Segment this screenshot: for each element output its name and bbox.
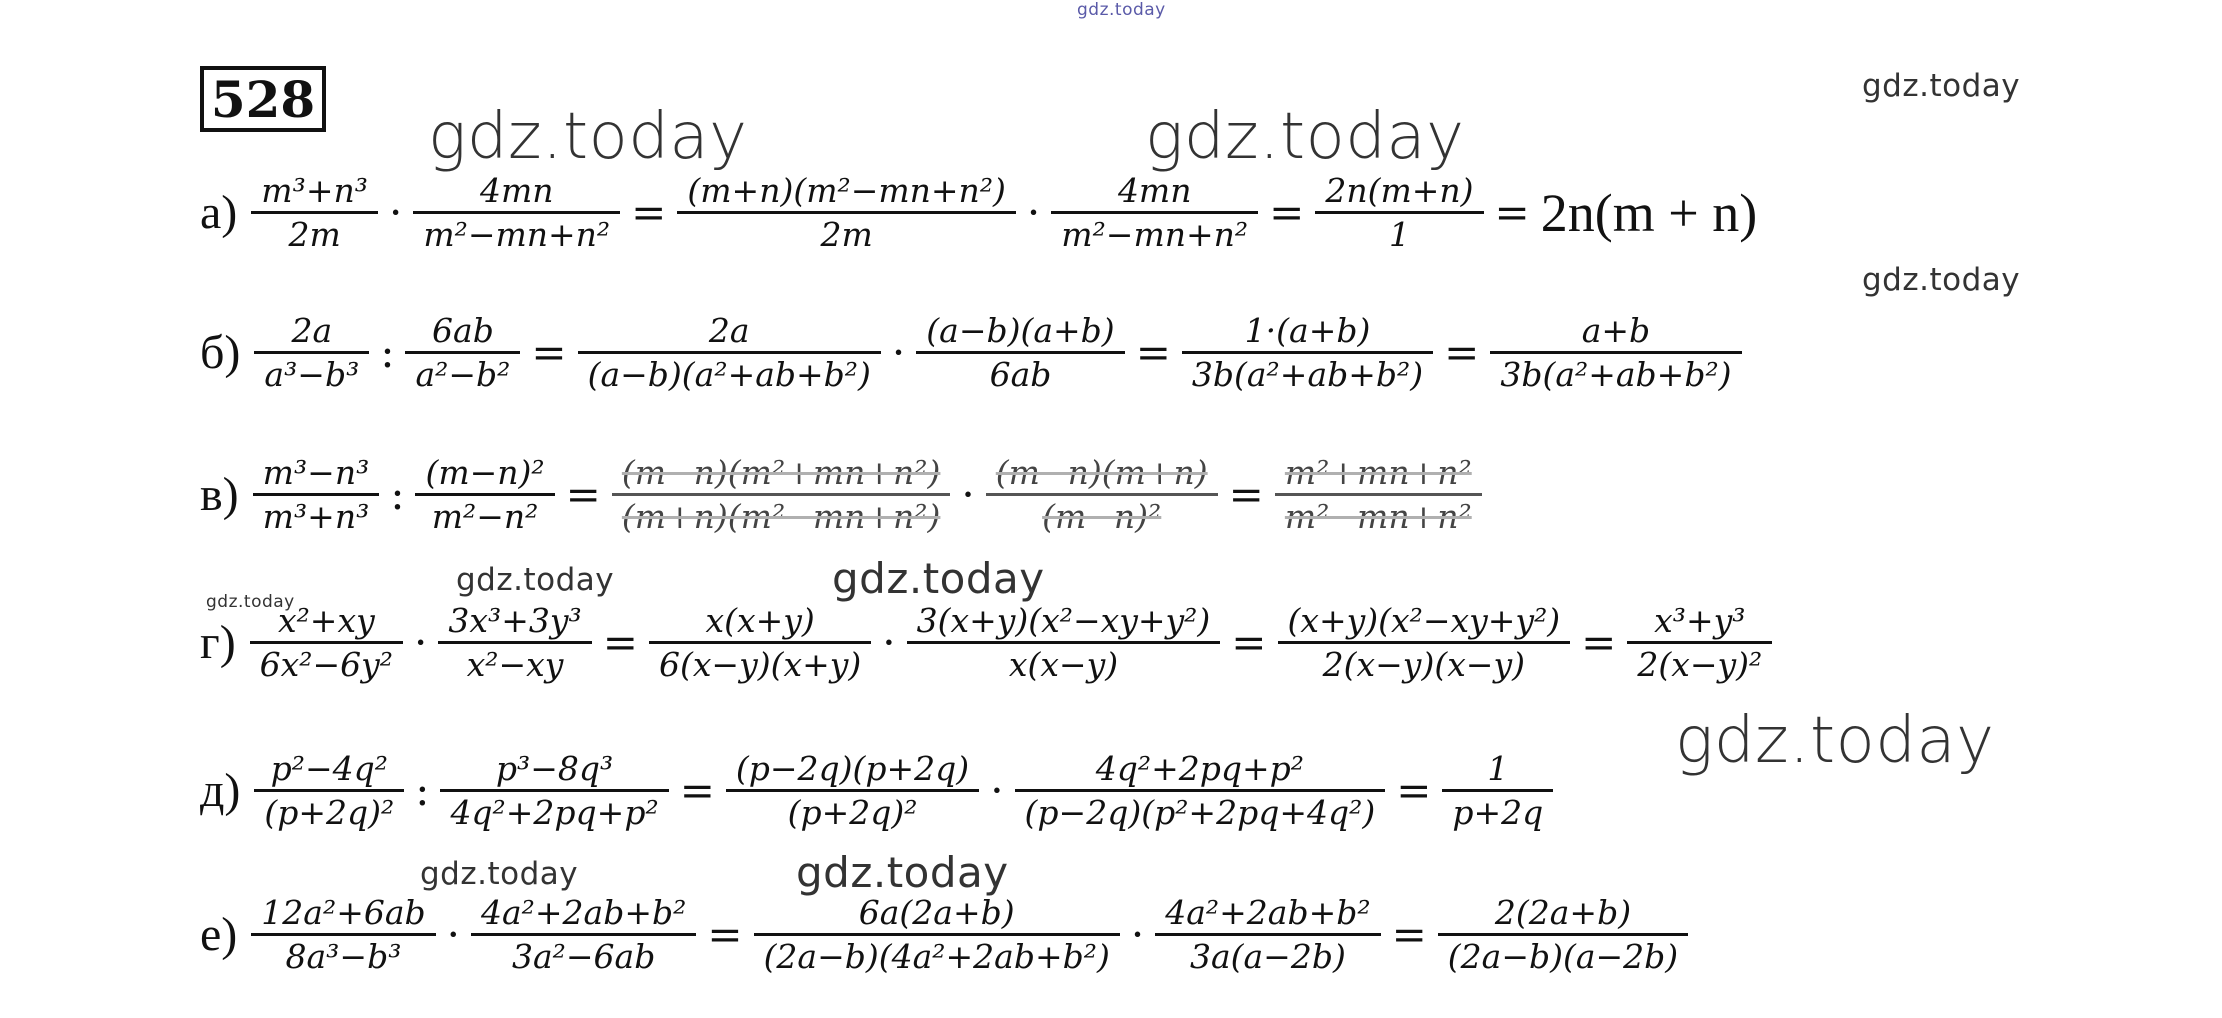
fraction — [578, 310, 881, 396]
operator: = — [707, 910, 743, 960]
numerator: 2n(m+n) — [1325, 171, 1474, 210]
numerator: m²+mn+n² — [1284, 453, 1472, 492]
denominator: (a−b)(a²+ab+b²) — [587, 355, 871, 395]
operator: : — [415, 766, 430, 816]
operator: = — [1231, 618, 1267, 668]
denominator: 2(x−y)² — [1637, 645, 1763, 685]
row-a — [200, 170, 1757, 256]
operator: = — [1391, 910, 1427, 960]
numerator: 6ab — [432, 311, 494, 350]
numerator: (m−n)² — [425, 453, 545, 492]
row-label: а) — [200, 186, 238, 240]
fraction — [1182, 310, 1433, 396]
operator: · — [388, 188, 403, 238]
denominator: m²−mn+n² — [1061, 215, 1249, 255]
operator: = — [1494, 188, 1530, 238]
fraction — [1015, 748, 1386, 834]
denominator: (p+2q)² — [264, 793, 395, 833]
fraction — [405, 310, 520, 396]
denominator: 8a³−b³ — [285, 937, 402, 977]
watermark-a-center: gdz.today — [1145, 100, 1465, 174]
operator: : — [380, 328, 395, 378]
denominator: (p−2q)(p²+2pq+4q²) — [1024, 793, 1376, 833]
fraction — [1155, 892, 1380, 978]
denominator: a²−b² — [415, 355, 511, 395]
numerator: (m−n)(m²+mn+n²) — [621, 453, 941, 492]
fraction — [471, 892, 696, 978]
numerator: p²−4q² — [270, 749, 389, 788]
row-body — [248, 748, 1559, 834]
operator: = — [1581, 618, 1617, 668]
operator: = — [1396, 766, 1432, 816]
fraction — [1278, 600, 1571, 686]
numerator: (p−2q)(p+2q) — [735, 749, 970, 788]
row-label: б) — [200, 326, 241, 380]
row-body — [245, 170, 1534, 256]
row-body — [248, 310, 1747, 396]
operator: · — [891, 328, 906, 378]
watermark-d-right: gdz.today — [1675, 704, 1995, 778]
fraction — [1627, 600, 1772, 686]
numerator: a+b — [1581, 311, 1651, 350]
operator: = — [531, 328, 567, 378]
operator: = — [1269, 188, 1305, 238]
numerator: p³−8q³ — [495, 749, 614, 788]
numerator: 4a²+2ab+b² — [481, 893, 687, 932]
numerator: 2a — [708, 311, 750, 350]
operator: · — [446, 910, 460, 960]
fraction — [916, 310, 1124, 396]
numerator: 4a²+2ab+b² — [1165, 893, 1371, 932]
fraction — [1315, 170, 1483, 256]
numerator: x(x+y) — [705, 601, 815, 640]
denominator: 6(x−y)(x+y) — [658, 645, 862, 685]
numerator: 3(x+y)(x²−xy+y²) — [916, 601, 1211, 640]
operator: = — [631, 188, 667, 238]
denominator: 3a(a−2b) — [1189, 937, 1346, 977]
row-label: д) — [200, 764, 241, 818]
denominator: (2a−b)(a−2b) — [1447, 937, 1679, 977]
numerator: 2(2a+b) — [1494, 893, 1632, 932]
row-label: е) — [200, 908, 238, 962]
operator: = — [679, 766, 715, 816]
row-b — [200, 310, 1748, 396]
denominator: (m+n)(m²−mn+n²) — [621, 497, 941, 537]
denominator: (p+2q)² — [787, 793, 918, 833]
watermark-v-mid-center: gdz.today — [832, 554, 1045, 603]
row-body — [247, 452, 1488, 538]
fraction — [250, 600, 403, 686]
fraction — [612, 452, 951, 538]
denominator: m²−mn+n² — [1284, 497, 1472, 537]
fraction — [438, 600, 591, 686]
denominator: 1 — [1388, 215, 1410, 255]
fraction — [649, 600, 871, 686]
fraction — [754, 892, 1120, 978]
row-result: 2n(m + n) — [1540, 182, 1758, 243]
watermark-e-left: gdz.today — [420, 856, 579, 892]
numerator: 4mn — [479, 171, 554, 210]
fraction — [677, 170, 1016, 256]
fraction — [253, 452, 380, 538]
numerator: 4mn — [1117, 171, 1192, 210]
fraction — [1490, 310, 1741, 396]
denominator: 2(x−y)(x−y) — [1322, 645, 1525, 685]
fraction — [1442, 748, 1553, 834]
watermark-v-small-left: gdz.today — [206, 592, 295, 612]
row-v — [200, 452, 1488, 538]
numerator: x³+y³ — [1654, 601, 1746, 640]
fraction — [251, 892, 435, 978]
denominator: (m−n)² — [1042, 497, 1162, 537]
operator: = — [565, 470, 601, 520]
fraction — [251, 170, 378, 256]
problem-number: 528 — [200, 66, 326, 132]
denominator: m³+n³ — [262, 497, 370, 537]
numerator: 1·(a+b) — [1244, 311, 1371, 350]
operator: · — [1130, 910, 1145, 960]
denominator: (2a−b)(4a²+2ab+b²) — [763, 937, 1110, 977]
operator: · — [961, 470, 975, 520]
operator: · — [414, 618, 428, 668]
watermark-v-mid-left: gdz.today — [456, 562, 615, 598]
operator: = — [602, 618, 638, 668]
denominator: 2m — [820, 215, 873, 255]
denominator: a³−b³ — [264, 355, 360, 395]
numerator: (x+y)(x²−xy+y²) — [1287, 601, 1561, 640]
row-g — [200, 600, 1778, 686]
fraction — [907, 600, 1221, 686]
numerator: (a−b)(a+b) — [926, 311, 1115, 350]
numerator: 3x³+3y³ — [448, 601, 582, 640]
row-body — [245, 892, 1694, 978]
denominator: 6x²−6y² — [259, 645, 394, 685]
numerator: (m+n)(m²−mn+n²) — [687, 171, 1006, 210]
fraction — [415, 452, 554, 538]
operator: · — [882, 618, 896, 668]
row-label: г) — [200, 616, 236, 670]
denominator: 6ab — [989, 355, 1052, 395]
fraction — [1438, 892, 1688, 978]
numerator: (m−n)(m+n) — [995, 453, 1208, 492]
operator: : — [390, 470, 405, 520]
numerator: m³−n³ — [262, 453, 370, 492]
row-body — [244, 600, 1779, 686]
denominator: x²−xy — [466, 645, 564, 685]
numerator: x²+xy — [277, 601, 375, 640]
numerator: 6a(2a+b) — [858, 893, 1015, 932]
denominator: x(x−y) — [1008, 645, 1119, 685]
row-e — [200, 892, 1694, 978]
fraction — [440, 748, 668, 834]
watermark-top: gdz.today — [1077, 0, 1166, 20]
operator: = — [1135, 328, 1171, 378]
fraction — [726, 748, 979, 834]
watermark-a-left: gdz.today — [428, 100, 748, 174]
denominator: m²−mn+n² — [423, 215, 611, 255]
fraction — [413, 170, 620, 256]
numerator: 1 — [1487, 749, 1509, 788]
denominator: 3b(a²+ab+b²) — [1500, 355, 1732, 395]
fraction — [1051, 170, 1258, 256]
fraction — [986, 452, 1218, 538]
fraction — [254, 748, 404, 834]
fraction — [1275, 452, 1482, 538]
row-d — [200, 748, 1559, 834]
denominator: p+2q — [1452, 793, 1544, 833]
operator: · — [1026, 188, 1041, 238]
denominator: 4q²+2pq+p² — [450, 793, 659, 833]
watermark-right-top: gdz.today — [1862, 68, 2021, 104]
numerator: 2a — [291, 311, 333, 350]
denominator: 3b(a²+ab+b²) — [1191, 355, 1424, 395]
denominator: 3a²−6ab — [512, 937, 656, 977]
watermark-e-center: gdz.today — [796, 848, 1009, 897]
denominator: m²−n² — [431, 497, 539, 537]
operator: = — [1228, 470, 1264, 520]
numerator: 12a²+6ab — [261, 893, 426, 932]
numerator: m³+n³ — [261, 171, 368, 210]
fraction — [254, 310, 369, 396]
operator: = — [1444, 328, 1480, 378]
operator: · — [990, 766, 1004, 816]
denominator: 2m — [288, 215, 341, 255]
row-label: в) — [200, 468, 239, 522]
watermark-a-right: gdz.today — [1862, 262, 2021, 298]
numerator: 4q²+2pq+p² — [1095, 749, 1304, 788]
